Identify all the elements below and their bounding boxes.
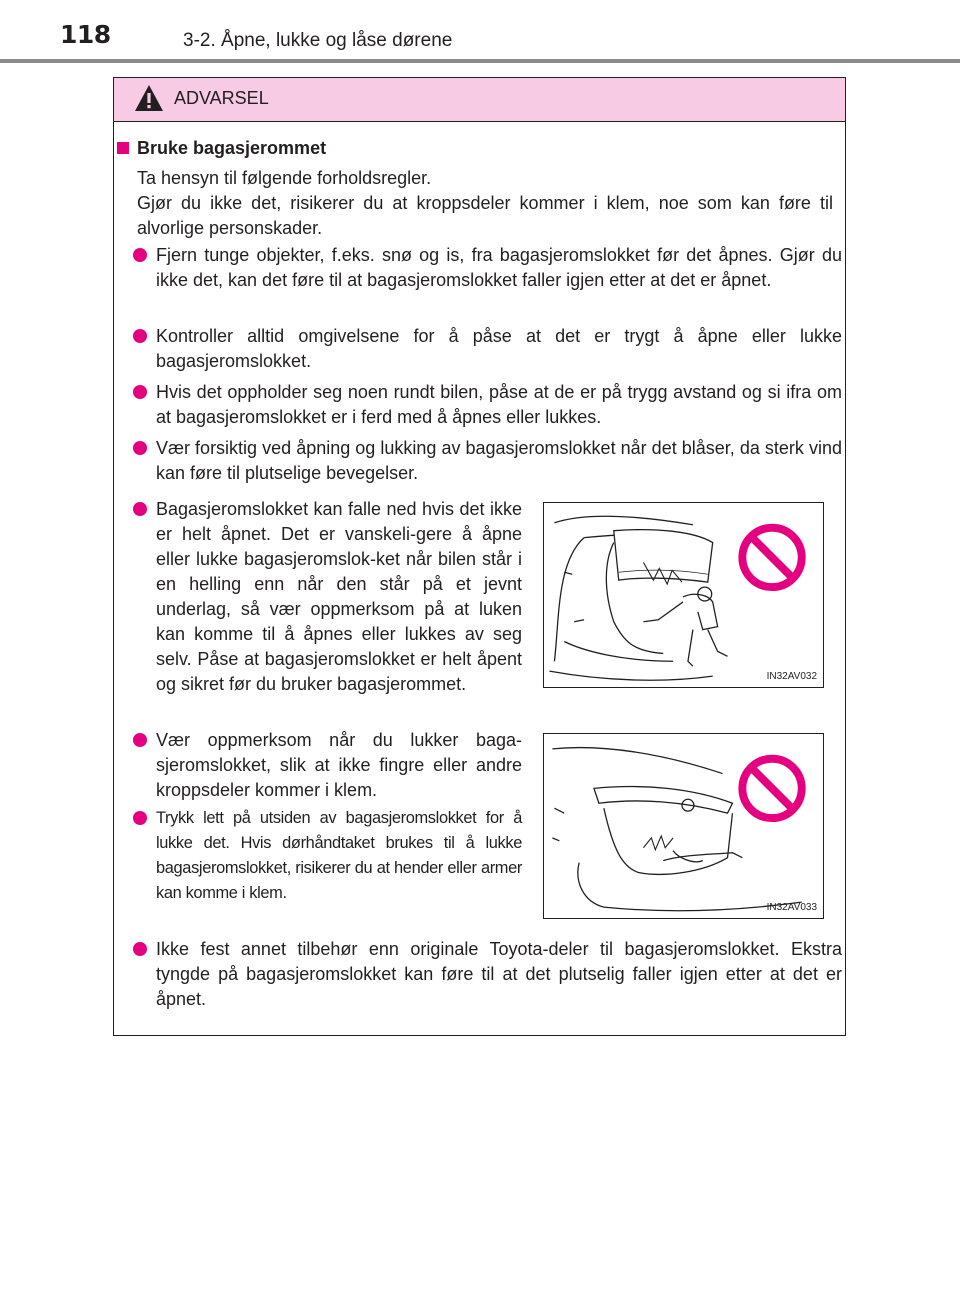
bullet-dot-icon	[133, 385, 147, 399]
bullet-text: Kontroller alltid omgivelsene for å påse at det er trygt å åpne eller lukke bagasjeromslokket.	[156, 326, 842, 371]
car-trunk-illustration	[544, 734, 823, 918]
bullet-item	[133, 324, 842, 374]
bullet-item	[133, 728, 522, 803]
bullet-text: Vær oppmerksom når du lukker baga-sjeromslokket, slik at ikke fingre eller andre kroppsdeler kommer i klem.	[156, 730, 522, 800]
bullet-text: Hvis det oppholder seg noen rundt bilen, påse at de er på trygg avstand og si ifra om at bagasjeromslokket er i ferd med å åpnes eller lukkes.	[156, 382, 842, 427]
page-header	[0, 0, 960, 60]
bullet-text: Vær forsiktig ved åpning og lukking av bagasjeromslokket når det blåser, da sterk vind kan føre til plutselige bevegelser.	[156, 438, 842, 483]
illustration-hand-pinch	[543, 733, 824, 919]
bullet-item	[133, 436, 842, 486]
intro-paragraph: Ta hensyn til følgende forholdsregler. Gjør du ikke det, risikerer du at kroppsdeler kommer i klem, noe som kan føre til alvorlige personskader.	[137, 168, 833, 238]
bullet-item	[133, 243, 842, 293]
warning-triangle-icon	[134, 84, 164, 112]
prohibition-icon	[742, 528, 801, 587]
warning-box	[113, 77, 846, 1036]
bullet-text: Fjern tunge objekter, f.eks. snø og is, fra bagasjeromslokket før det åpnes. Gjør du ikke det, kan det føre til at bagasjeromslokket faller igjen etter at det er åpnet.	[156, 245, 842, 290]
bullet-dot-icon	[133, 248, 147, 262]
car-trunk-illustration	[544, 503, 823, 687]
square-bullet-icon	[117, 142, 129, 154]
bullet-text: Trykk lett på utsiden av bagasjeromslokket for å lukke det. Hvis dørhåndtaket brukes til å lukke bagasjeromslokket, risikerer du at hender eller armer kan komme i klem.	[156, 809, 522, 902]
illustration-code: IN32AV033	[766, 902, 817, 913]
bullet-item	[133, 380, 842, 430]
bullet-dot-icon	[133, 733, 147, 747]
bullet-dot-icon	[133, 329, 147, 343]
subheading-text: Bruke bagasjerommet	[137, 138, 327, 158]
section-title: 3-2. Åpne, lukke og låse dørene	[183, 30, 453, 51]
subheading	[114, 138, 326, 159]
prohibition-icon	[742, 759, 801, 818]
page-number: 118	[60, 20, 111, 49]
bullet-dot-icon	[133, 942, 147, 956]
bullet-item	[133, 937, 842, 1012]
header-rule	[0, 59, 960, 63]
illustration-trunk-falling	[543, 502, 824, 688]
bullet-text: Bagasjeromslokket kan falle ned hvis det ikke er helt åpnet. Det er vanskeli-gere å åpne eller lukke bagasjeromslok-ket når bilen står i en helling enn når den står på et jevnt underlag, så vær oppmerksom på at luken kan komme til å åpnes eller lukkes av seg selv. Påse at bagasjeromslokket er helt åpent og sikret før du bruker bagasjerommet.	[156, 499, 522, 694]
bullet-dot-icon	[133, 502, 147, 516]
bullet-dot-icon	[133, 441, 147, 455]
warning-header	[114, 78, 845, 122]
warning-label: ADVARSEL	[174, 88, 269, 108]
bullet-dot-icon	[133, 811, 147, 825]
bullet-item	[133, 497, 522, 697]
bullet-item	[133, 806, 522, 906]
illustration-code: IN32AV032	[766, 671, 817, 682]
bullet-text: Ikke fest annet tilbehør enn originale Toyota-deler til bagasjeromslokket. Ekstra tyngde på bagasjeromslokket kan føre til at det plutselig faller igjen etter at det er åpnet.	[156, 939, 842, 1009]
